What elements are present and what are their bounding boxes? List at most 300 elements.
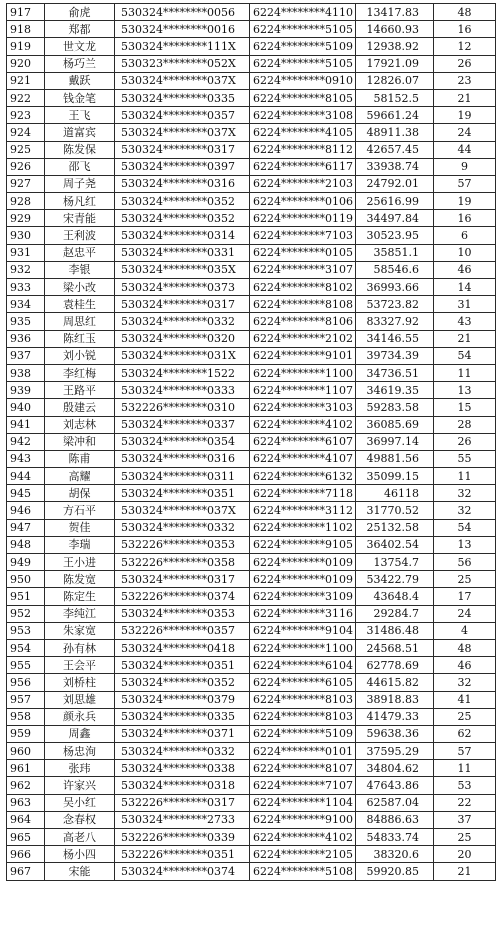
- row-number-cell: 934: [7, 296, 45, 313]
- count-cell: 31: [434, 296, 496, 313]
- bank-account-cell: 6224********3103: [250, 399, 356, 416]
- count-cell: 10: [434, 244, 496, 261]
- table-row: [7, 639, 496, 656]
- bank-account-cell: 6224********8103: [250, 691, 356, 708]
- count-cell: 32: [434, 502, 496, 519]
- bank-account-cell: 6224********2105: [250, 846, 356, 863]
- id-number-cell: 530324********0418: [115, 639, 250, 656]
- name-cell: 王会平: [45, 657, 115, 674]
- table-row: [7, 399, 496, 416]
- name-cell: 宋能: [45, 863, 115, 880]
- amount-cell: 59920.85: [356, 863, 434, 880]
- row-number-cell: 954: [7, 639, 45, 656]
- bank-account-cell: 6224********5108: [250, 863, 356, 880]
- table-row: [7, 244, 496, 261]
- id-number-cell: 530324********0337: [115, 416, 250, 433]
- bank-account-cell: 6224********4107: [250, 450, 356, 467]
- id-number-cell: 530324********0352: [115, 674, 250, 691]
- table-row: [7, 554, 496, 571]
- row-number-cell: 952: [7, 605, 45, 622]
- count-cell: 43: [434, 313, 496, 330]
- name-cell: 王路平: [45, 382, 115, 399]
- row-number-cell: 927: [7, 175, 45, 192]
- bank-account-cell: 6224********3112: [250, 502, 356, 519]
- amount-cell: 58152.5: [356, 89, 434, 106]
- table-row: [7, 846, 496, 863]
- id-number-cell: 530324********0335: [115, 89, 250, 106]
- table-row: [7, 691, 496, 708]
- count-cell: 53: [434, 777, 496, 794]
- table-row: [7, 485, 496, 502]
- name-cell: 周思红: [45, 313, 115, 330]
- bank-account-cell: 6224********8107: [250, 760, 356, 777]
- row-number-cell: 959: [7, 725, 45, 742]
- table-row: [7, 158, 496, 175]
- amount-cell: 35099.15: [356, 468, 434, 485]
- count-cell: 57: [434, 743, 496, 760]
- bank-account-cell: 6224********7118: [250, 485, 356, 502]
- bank-account-cell: 6224********1102: [250, 519, 356, 536]
- id-number-cell: 532226********0374: [115, 588, 250, 605]
- table-row: [7, 794, 496, 811]
- row-number-cell: 950: [7, 571, 45, 588]
- count-cell: 57: [434, 175, 496, 192]
- count-cell: 13: [434, 382, 496, 399]
- bank-account-cell: 6224********9104: [250, 622, 356, 639]
- name-cell: 许家兴: [45, 777, 115, 794]
- row-number-cell: 943: [7, 450, 45, 467]
- table-row: [7, 674, 496, 691]
- row-number-cell: 953: [7, 622, 45, 639]
- bank-account-cell: 6224********9101: [250, 347, 356, 364]
- count-cell: 26: [434, 433, 496, 450]
- table-row: [7, 502, 496, 519]
- name-cell: 邵飞: [45, 158, 115, 175]
- row-number-cell: 928: [7, 193, 45, 210]
- id-number-cell: 530323********052X: [115, 55, 250, 72]
- amount-cell: 33938.74: [356, 158, 434, 175]
- bank-account-cell: 6224********8102: [250, 279, 356, 296]
- name-cell: 周子尧: [45, 175, 115, 192]
- name-cell: 世文龙: [45, 38, 115, 55]
- bank-account-cell: 6224********5105: [250, 21, 356, 38]
- id-number-cell: 532226********0310: [115, 399, 250, 416]
- count-cell: 48: [434, 4, 496, 21]
- table-row: [7, 777, 496, 794]
- row-number-cell: 958: [7, 708, 45, 725]
- row-number-cell: 926: [7, 158, 45, 175]
- amount-cell: 59661.24: [356, 107, 434, 124]
- table-row: [7, 313, 496, 330]
- row-number-cell: 923: [7, 107, 45, 124]
- name-cell: 贺佳: [45, 519, 115, 536]
- name-cell: 吴小红: [45, 794, 115, 811]
- id-number-cell: 530324********0352: [115, 193, 250, 210]
- name-cell: 杨巧兰: [45, 55, 115, 72]
- amount-cell: 54833.74: [356, 829, 434, 846]
- table-row: [7, 227, 496, 244]
- id-number-cell: 530324********0333: [115, 382, 250, 399]
- name-cell: 朱家宽: [45, 622, 115, 639]
- amount-cell: 84886.63: [356, 811, 434, 828]
- count-cell: 55: [434, 450, 496, 467]
- table-row: [7, 55, 496, 72]
- count-cell: 25: [434, 571, 496, 588]
- table-row: [7, 364, 496, 381]
- id-number-cell: 530324********0357: [115, 107, 250, 124]
- name-cell: 杨凡红: [45, 193, 115, 210]
- count-cell: 56: [434, 554, 496, 571]
- bank-account-cell: 6224********7103: [250, 227, 356, 244]
- row-number-cell: 932: [7, 261, 45, 278]
- id-number-cell: 530324********0317: [115, 571, 250, 588]
- row-number-cell: 937: [7, 347, 45, 364]
- bank-account-cell: 6224********4105: [250, 124, 356, 141]
- id-number-cell: 530324********1522: [115, 364, 250, 381]
- id-number-cell: 530324********0331: [115, 244, 250, 261]
- row-number-cell: 965: [7, 829, 45, 846]
- amount-cell: 25132.58: [356, 519, 434, 536]
- id-number-cell: 530324********0373: [115, 279, 250, 296]
- table-row: [7, 296, 496, 313]
- count-cell: 14: [434, 279, 496, 296]
- id-number-cell: 530324********0332: [115, 743, 250, 760]
- name-cell: 俞虎: [45, 4, 115, 21]
- bank-account-cell: 6224********2102: [250, 330, 356, 347]
- table-row: [7, 811, 496, 828]
- bank-account-cell: 6224********8112: [250, 141, 356, 158]
- bank-account-cell: 6224********5109: [250, 725, 356, 742]
- amount-cell: 38320.6: [356, 846, 434, 863]
- row-number-cell: 924: [7, 124, 45, 141]
- name-cell: 宋青能: [45, 210, 115, 227]
- id-number-cell: 530324********0353: [115, 605, 250, 622]
- row-number-cell: 921: [7, 72, 45, 89]
- amount-cell: 49881.56: [356, 450, 434, 467]
- name-cell: 王利波: [45, 227, 115, 244]
- id-number-cell: 530324********031X: [115, 347, 250, 364]
- amount-cell: 42657.45: [356, 141, 434, 158]
- count-cell: 16: [434, 210, 496, 227]
- count-cell: 15: [434, 399, 496, 416]
- id-number-cell: 530324********0317: [115, 141, 250, 158]
- name-cell: 王小进: [45, 554, 115, 571]
- name-cell: 高老八: [45, 829, 115, 846]
- id-number-cell: 530324********0316: [115, 450, 250, 467]
- count-cell: 62: [434, 725, 496, 742]
- id-number-cell: 530324********0352: [115, 210, 250, 227]
- row-number-cell: 944: [7, 468, 45, 485]
- row-number-cell: 942: [7, 433, 45, 450]
- id-number-cell: 530324********037X: [115, 124, 250, 141]
- name-cell: 道富宾: [45, 124, 115, 141]
- bank-account-cell: 6224********0106: [250, 193, 356, 210]
- table-row: [7, 89, 496, 106]
- bank-account-cell: 6224********6107: [250, 433, 356, 450]
- amount-cell: 14660.93: [356, 21, 434, 38]
- id-number-cell: 530324********2733: [115, 811, 250, 828]
- count-cell: 41: [434, 691, 496, 708]
- bank-account-cell: 6224********6105: [250, 674, 356, 691]
- table-row: [7, 708, 496, 725]
- table-row: [7, 622, 496, 639]
- name-cell: 李瑞: [45, 536, 115, 553]
- name-cell: 陈发宽: [45, 571, 115, 588]
- table-row: [7, 38, 496, 55]
- count-cell: 32: [434, 485, 496, 502]
- bank-account-cell: 6224********0109: [250, 554, 356, 571]
- id-number-cell: 530324********0351: [115, 657, 250, 674]
- table-row: [7, 829, 496, 846]
- amount-cell: 83327.92: [356, 313, 434, 330]
- amount-cell: 13417.83: [356, 4, 434, 21]
- name-cell: 刘思雄: [45, 691, 115, 708]
- count-cell: 28: [434, 416, 496, 433]
- count-cell: 37: [434, 811, 496, 828]
- count-cell: 9: [434, 158, 496, 175]
- count-cell: 22: [434, 794, 496, 811]
- id-number-cell: 530324********0320: [115, 330, 250, 347]
- table-row: [7, 141, 496, 158]
- table-row: [7, 261, 496, 278]
- id-number-cell: 530324********0354: [115, 433, 250, 450]
- row-number-cell: 947: [7, 519, 45, 536]
- id-number-cell: 530324********0316: [115, 175, 250, 192]
- bank-account-cell: 6224********1100: [250, 364, 356, 381]
- bank-account-cell: 6224********3116: [250, 605, 356, 622]
- table-row: [7, 107, 496, 124]
- amount-cell: 31486.48: [356, 622, 434, 639]
- count-cell: 21: [434, 89, 496, 106]
- id-number-cell: 530324********111X: [115, 38, 250, 55]
- row-number-cell: 955: [7, 657, 45, 674]
- id-number-cell: 530324********0332: [115, 519, 250, 536]
- table-row: [7, 605, 496, 622]
- id-number-cell: 530324********0338: [115, 760, 250, 777]
- row-number-cell: 918: [7, 21, 45, 38]
- amount-cell: 36997.14: [356, 433, 434, 450]
- amount-cell: 46118: [356, 485, 434, 502]
- count-cell: 12: [434, 38, 496, 55]
- table-row: [7, 433, 496, 450]
- amount-cell: 38918.83: [356, 691, 434, 708]
- bank-account-cell: 6224********2103: [250, 175, 356, 192]
- id-number-cell: 532226********0353: [115, 536, 250, 553]
- count-cell: 13: [434, 536, 496, 553]
- count-cell: 23: [434, 72, 496, 89]
- count-cell: 25: [434, 708, 496, 725]
- id-number-cell: 530324********0311: [115, 468, 250, 485]
- amount-cell: 34804.62: [356, 760, 434, 777]
- table-row: [7, 863, 496, 880]
- bank-account-cell: 6224********1100: [250, 639, 356, 656]
- bank-account-cell: 6224********6132: [250, 468, 356, 485]
- bank-account-cell: 6224********8103: [250, 708, 356, 725]
- bank-account-cell: 6224********6104: [250, 657, 356, 674]
- row-number-cell: 938: [7, 364, 45, 381]
- count-cell: 4: [434, 622, 496, 639]
- row-number-cell: 948: [7, 536, 45, 553]
- table-row: [7, 468, 496, 485]
- table-row: [7, 382, 496, 399]
- id-number-cell: 532226********0357: [115, 622, 250, 639]
- row-number-cell: 922: [7, 89, 45, 106]
- count-cell: 19: [434, 107, 496, 124]
- count-cell: 46: [434, 261, 496, 278]
- count-cell: 25: [434, 829, 496, 846]
- amount-cell: 39734.39: [356, 347, 434, 364]
- count-cell: 26: [434, 55, 496, 72]
- amount-cell: 17921.09: [356, 55, 434, 72]
- count-cell: 24: [434, 124, 496, 141]
- table-row: [7, 657, 496, 674]
- id-number-cell: 530324********037X: [115, 72, 250, 89]
- amount-cell: 34736.51: [356, 364, 434, 381]
- row-number-cell: 920: [7, 55, 45, 72]
- name-cell: 袁桂生: [45, 296, 115, 313]
- id-number-cell: 530324********0379: [115, 691, 250, 708]
- row-number-cell: 967: [7, 863, 45, 880]
- bank-account-cell: 6224********1104: [250, 794, 356, 811]
- id-number-cell: 530324********0332: [115, 313, 250, 330]
- id-number-cell: 532226********0339: [115, 829, 250, 846]
- table-row: [7, 175, 496, 192]
- bank-account-cell: 6224********3109: [250, 588, 356, 605]
- bank-account-cell: 6224********0105: [250, 244, 356, 261]
- bank-account-cell: 6224********4102: [250, 416, 356, 433]
- amount-cell: 12826.07: [356, 72, 434, 89]
- bank-account-cell: 6224********8105: [250, 89, 356, 106]
- amount-cell: 53422.79: [356, 571, 434, 588]
- id-number-cell: 530324********0056: [115, 4, 250, 21]
- count-cell: 19: [434, 193, 496, 210]
- name-cell: 张玮: [45, 760, 115, 777]
- name-cell: 周鑫: [45, 725, 115, 742]
- row-number-cell: 917: [7, 4, 45, 21]
- bank-account-cell: 6224********5109: [250, 38, 356, 55]
- bank-account-cell: 6224********5105: [250, 55, 356, 72]
- table-row: [7, 450, 496, 467]
- amount-cell: 59638.36: [356, 725, 434, 742]
- amount-cell: 30523.95: [356, 227, 434, 244]
- row-number-cell: 962: [7, 777, 45, 794]
- row-number-cell: 956: [7, 674, 45, 691]
- amount-cell: 36993.66: [356, 279, 434, 296]
- bank-account-cell: 6224********3108: [250, 107, 356, 124]
- name-cell: 杨忠洵: [45, 743, 115, 760]
- table-row: [7, 72, 496, 89]
- name-cell: 陈红玉: [45, 330, 115, 347]
- table-row: [7, 124, 496, 141]
- table-row: [7, 21, 496, 38]
- amount-cell: 29284.7: [356, 605, 434, 622]
- amount-cell: 37595.29: [356, 743, 434, 760]
- id-number-cell: 532226********0317: [115, 794, 250, 811]
- count-cell: 54: [434, 519, 496, 536]
- amount-cell: 53723.82: [356, 296, 434, 313]
- amount-cell: 47643.86: [356, 777, 434, 794]
- table-body: [7, 4, 496, 881]
- name-cell: 陈发保: [45, 141, 115, 158]
- name-cell: 王飞: [45, 107, 115, 124]
- name-cell: 郑都: [45, 21, 115, 38]
- amount-cell: 24568.51: [356, 639, 434, 656]
- count-cell: 21: [434, 330, 496, 347]
- table-row: [7, 760, 496, 777]
- name-cell: 高耀: [45, 468, 115, 485]
- bank-account-cell: 6224********3107: [250, 261, 356, 278]
- bank-account-cell: 6224********9105: [250, 536, 356, 553]
- count-cell: 24: [434, 605, 496, 622]
- row-number-cell: 939: [7, 382, 45, 399]
- amount-cell: 59283.58: [356, 399, 434, 416]
- count-cell: 20: [434, 846, 496, 863]
- count-cell: 11: [434, 364, 496, 381]
- id-number-cell: 532226********0358: [115, 554, 250, 571]
- count-cell: 54: [434, 347, 496, 364]
- amount-cell: 31770.52: [356, 502, 434, 519]
- count-cell: 21: [434, 863, 496, 880]
- id-number-cell: 530324********0318: [115, 777, 250, 794]
- bank-account-cell: 6224********0109: [250, 571, 356, 588]
- count-cell: 32: [434, 674, 496, 691]
- table-row: [7, 193, 496, 210]
- row-number-cell: 961: [7, 760, 45, 777]
- name-cell: 刘志林: [45, 416, 115, 433]
- amount-cell: 62587.04: [356, 794, 434, 811]
- id-number-cell: 530324********0317: [115, 296, 250, 313]
- amount-cell: 36402.54: [356, 536, 434, 553]
- bank-account-cell: 6224********4102: [250, 829, 356, 846]
- amount-cell: 34146.55: [356, 330, 434, 347]
- bank-account-cell: 6224********8108: [250, 296, 356, 313]
- count-cell: 46: [434, 657, 496, 674]
- row-number-cell: 957: [7, 691, 45, 708]
- amount-cell: 58546.6: [356, 261, 434, 278]
- table-row: [7, 210, 496, 227]
- amount-cell: 48911.38: [356, 124, 434, 141]
- name-cell: 胡保: [45, 485, 115, 502]
- bank-account-cell: 6224********4110: [250, 4, 356, 21]
- row-number-cell: 964: [7, 811, 45, 828]
- id-number-cell: 530324********0374: [115, 863, 250, 880]
- name-cell: 赵忠平: [45, 244, 115, 261]
- row-number-cell: 966: [7, 846, 45, 863]
- name-cell: 戴跃: [45, 72, 115, 89]
- id-number-cell: 530324********0351: [115, 485, 250, 502]
- count-cell: 11: [434, 760, 496, 777]
- row-number-cell: 919: [7, 38, 45, 55]
- row-number-cell: 951: [7, 588, 45, 605]
- row-number-cell: 941: [7, 416, 45, 433]
- amount-cell: 44615.82: [356, 674, 434, 691]
- table-row: [7, 588, 496, 605]
- row-number-cell: 929: [7, 210, 45, 227]
- row-number-cell: 925: [7, 141, 45, 158]
- table-row: [7, 330, 496, 347]
- id-number-cell: 530324********0335: [115, 708, 250, 725]
- name-cell: 陈定生: [45, 588, 115, 605]
- id-number-cell: 530324********0397: [115, 158, 250, 175]
- amount-cell: 41479.33: [356, 708, 434, 725]
- name-cell: 钱金笔: [45, 89, 115, 106]
- amount-cell: 24792.01: [356, 175, 434, 192]
- row-number-cell: 936: [7, 330, 45, 347]
- id-number-cell: 532226********0351: [115, 846, 250, 863]
- amount-cell: 43648.4: [356, 588, 434, 605]
- table-row: [7, 571, 496, 588]
- name-cell: 殷建云: [45, 399, 115, 416]
